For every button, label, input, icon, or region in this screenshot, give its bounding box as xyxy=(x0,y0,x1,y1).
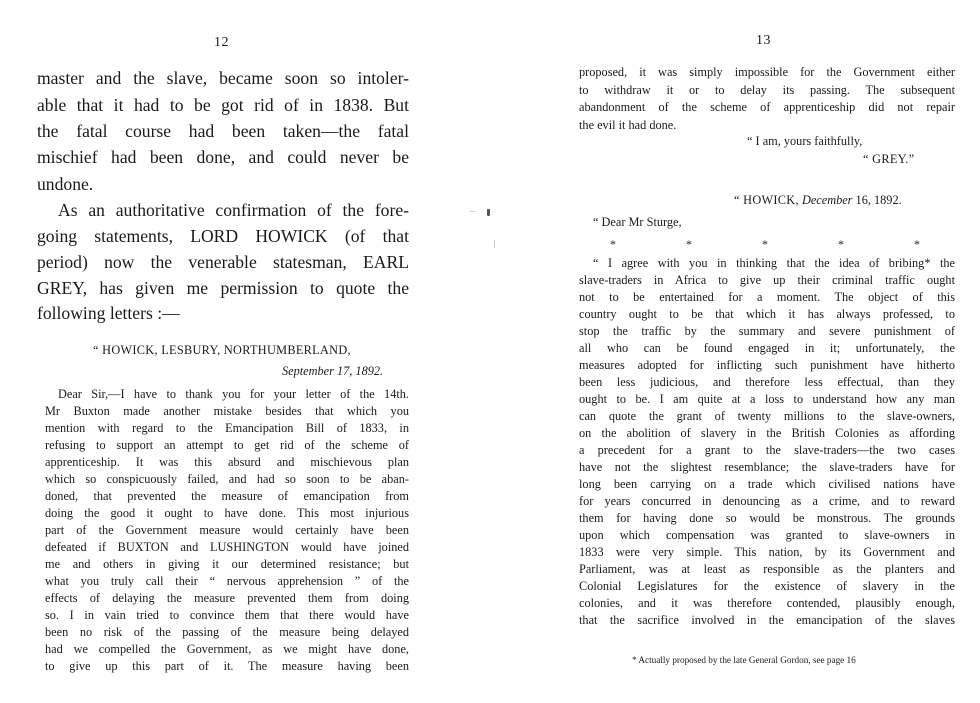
star: * xyxy=(610,237,616,251)
letter-line: part of the Government measure would certainly have been xyxy=(45,523,409,537)
letter-line: to withdraw it or to delay its passing. The subsequent xyxy=(579,83,955,97)
letter-line: for years concurred in denouncing as a crime, and to reward xyxy=(579,494,955,508)
letter-line: ought to be. I am quite at a loss to understand how any man xyxy=(579,392,955,406)
letter-line: the evil it had done. xyxy=(579,118,677,132)
letter-signature: “ GREY.” xyxy=(863,152,915,166)
body-line: following letters :— xyxy=(37,303,180,323)
body-line: As an authoritative confirmation of the fore- xyxy=(58,200,409,220)
letter-line: can quote the grant of twenty millions to the slave-owners, xyxy=(579,409,955,423)
letter-line: apprenticeship. It was this absurd and mischievous plan xyxy=(45,455,409,469)
page-number-right: 13 xyxy=(756,33,771,48)
letter-line: me and others in giving it our determined resistance; but xyxy=(45,557,409,571)
letter-line: been no risk of the passing of the measure being delayed xyxy=(45,625,409,639)
star: * xyxy=(914,237,920,251)
body-line: undone. xyxy=(37,174,94,194)
letter-line: long been carrying on a trade which civilised nations have xyxy=(579,477,955,491)
letter-heading-2 xyxy=(734,193,902,208)
letter-line: have not the slightest resemblance; the slave-traders have for xyxy=(579,460,955,474)
letter-line: a precedent for a grant to the slave-traders—the two cases xyxy=(579,443,955,457)
star: * xyxy=(762,237,768,251)
letter-line: abandonment of the scheme of apprenticeship did not repair xyxy=(579,100,955,114)
letter-line: mention with regard to the Emancipation Bill of 1833, in xyxy=(45,421,409,435)
letter-line: doned, that prevented the measure of emancipation from xyxy=(45,489,409,503)
body-line: period) now the venerable statesman, EARL xyxy=(37,252,409,272)
body-line: going statements, LORD HOWICK (of that xyxy=(37,226,409,246)
ellipsis-stars xyxy=(610,237,920,252)
letter-line: so. I in vain tried to convince them that there would have xyxy=(45,608,409,622)
right-page xyxy=(490,0,980,703)
letter-line: that the sacrifice involved in the emancipation of the slaves xyxy=(579,613,955,627)
letter-line: effects of delaying the measure prevented them from doing xyxy=(45,591,409,605)
body-line: the fatal course had been taken—the fatal xyxy=(37,121,409,141)
letter-line: them for having done so would be monstrous. The grounds xyxy=(579,511,955,525)
letter-line: measures adopted for inflicting such punishment have hitherto xyxy=(579,358,955,372)
letter-line: refusing to support an attempt to get rid of the scheme of xyxy=(45,438,409,452)
heading-place: “ HOWICK, xyxy=(734,193,799,207)
letter-line: 1833 were very simple. This nation, by its Government and xyxy=(579,545,955,559)
letter-line: what you truly call their “ nervous apprehension ” of the xyxy=(45,574,409,588)
letter-line: to give up this part of it. The measure having been xyxy=(45,659,409,673)
letter-date-text: September 17, 1892. xyxy=(282,364,384,378)
letter-salutation: “ Dear Mr Sturge, xyxy=(593,215,682,229)
heading-month: December xyxy=(801,193,853,207)
letter-line: Colonial Legislatures for the existence of slavery in the xyxy=(579,579,955,593)
letter-closing: “ I am, yours faithfully, xyxy=(747,134,863,148)
letter-line: proposed, it was simply impossible for the Government either xyxy=(579,65,955,79)
letter-heading: “ HOWICK, LESBURY, NORTHUMBERLAND, xyxy=(93,343,351,357)
letter-line: all who can be found engaged in it; unfortunately, the xyxy=(579,341,955,355)
letter-line: which so conspicuously failed, and had so soon to be aban- xyxy=(45,472,409,486)
letter-line: upon which compensation was granted to slave-owners in xyxy=(579,528,955,542)
page-number-left: 12 xyxy=(214,35,229,50)
letter-line: colonies, and it was therefore contended, plausibly enough, xyxy=(579,596,955,610)
star: * xyxy=(838,237,844,251)
footnote: * Actually proposed by the late General Gordon, see page 16 xyxy=(632,655,856,665)
letter-line: not to be entertained for a moment. The object of this xyxy=(579,290,955,304)
letter-line: Mr Buxton made another mistake besides that which you xyxy=(45,404,409,418)
star: * xyxy=(686,237,692,251)
body-line: master and the slave, became soon so intoler- xyxy=(37,68,409,88)
letter-line: Dear Sir,—I have to thank you for your letter of the 14th. xyxy=(58,387,409,401)
letter-line: doing the good it ought to have done. This most injurious xyxy=(45,506,409,520)
letter-line: on the abolition of slavery in the British Colonies as affording xyxy=(579,426,955,440)
letter-line: country ought to be that which it has always professed, to xyxy=(579,307,955,321)
letter-line: stop the traffic by the summary and severe punishment of xyxy=(579,324,955,338)
letter-line: Parliament, was at least as responsible as the planters and xyxy=(579,562,955,576)
letter-line: “ I agree with you in thinking that the idea of bribing* the xyxy=(593,256,955,270)
heading-day-year: 16, 1892. xyxy=(855,193,902,207)
letter-line: been less judicious, and therefore less effectual, than they xyxy=(579,375,955,389)
letter-line: slave-traders in Africa to give up their criminal traffic ought xyxy=(579,273,955,287)
letter-date xyxy=(282,364,383,379)
body-line: GREY, has given me permission to quote the xyxy=(37,278,409,298)
body-line: mischief had been done, and could never be xyxy=(37,147,409,167)
scan-speck xyxy=(470,211,475,212)
letter-line: had we compelled the Government, as we might have done, xyxy=(45,642,409,656)
body-line: able that it had to be got rid of in 1838. But xyxy=(37,95,409,115)
letter-line: defeated if BUXTON and LUSHINGTON would have joined xyxy=(45,540,409,554)
